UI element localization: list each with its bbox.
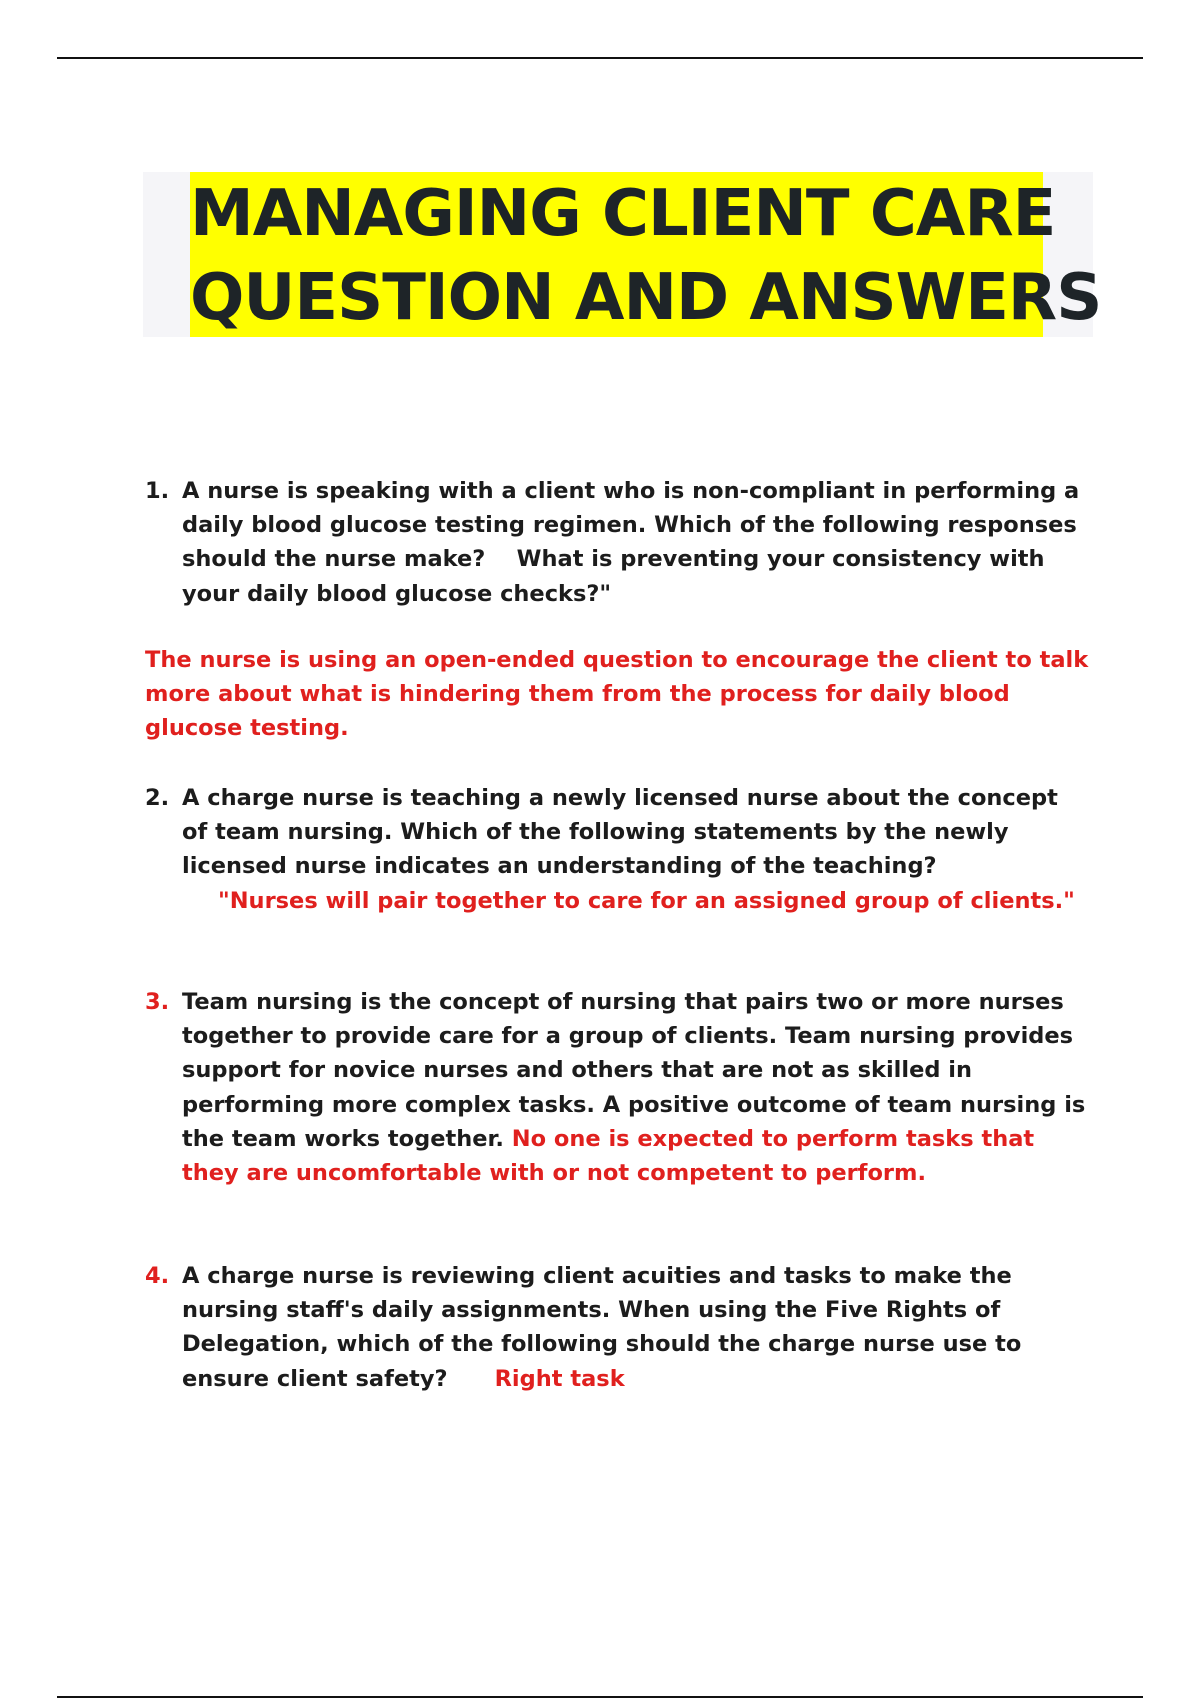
answer-text: "Nurses will pair together to care for an assigned group of clients." bbox=[218, 887, 1075, 914]
question-3 bbox=[145, 985, 1090, 1190]
question-text: A nurse is speaking with a client who is non-compliant in performing a daily blood glucose testing regimen. Which of the following responses should the nurse make? bbox=[182, 478, 1080, 573]
question-4-body bbox=[145, 1259, 1090, 1396]
question-number: 4. bbox=[145, 1263, 170, 1289]
question-2-body bbox=[145, 781, 1090, 918]
question-1-rationale: The nurse is using an open-ended question to encourage the client to talk more about what is hindering them from the process for daily blood glucose testing. bbox=[145, 647, 1089, 742]
question-1-body bbox=[145, 474, 1090, 611]
answer-text: No one is expected to perform tasks that they are uncomfortable with or not competent to perform. bbox=[182, 1125, 1035, 1187]
question-number: 3. bbox=[145, 989, 170, 1015]
bottom-rule bbox=[57, 1696, 1143, 1698]
document-title-line-2: QUESTION AND ANSWERS bbox=[190, 261, 1102, 335]
top-rule bbox=[57, 57, 1143, 59]
document-title-line-1: MANAGING CLIENT CARE bbox=[190, 177, 1056, 251]
question-1 bbox=[145, 474, 1090, 611]
inline-answer: What is preventing your consistency with your daily blood glucose checks?" bbox=[182, 546, 1045, 607]
question-number: 1. bbox=[145, 478, 170, 504]
question-text: Team nursing is the concept of nursing that pairs two or more nurses together to provide care for a group of clients. Team nursing provides support for novice nurses and others that are not as skilled in performing more complex tasks. A positive outcome of team nursing is the team works together. bbox=[182, 989, 1086, 1152]
answer-text: Right task bbox=[494, 1365, 625, 1392]
question-3-body bbox=[145, 985, 1090, 1190]
question-text: A charge nurse is teaching a newly licensed nurse about the concept of team nursing. Which of the following statements by the newly licensed nurse indicates an understanding of the teaching? bbox=[182, 785, 1058, 880]
question-2 bbox=[145, 781, 1090, 918]
question-4 bbox=[145, 1259, 1090, 1396]
question-text: A charge nurse is reviewing client acuities and tasks to make the nursing staff's daily assignments. When using the Five Rights of Delegation, which of the following should the charge nurse use to ensure client safety? bbox=[182, 1263, 1022, 1392]
question-number: 2. bbox=[145, 785, 170, 811]
